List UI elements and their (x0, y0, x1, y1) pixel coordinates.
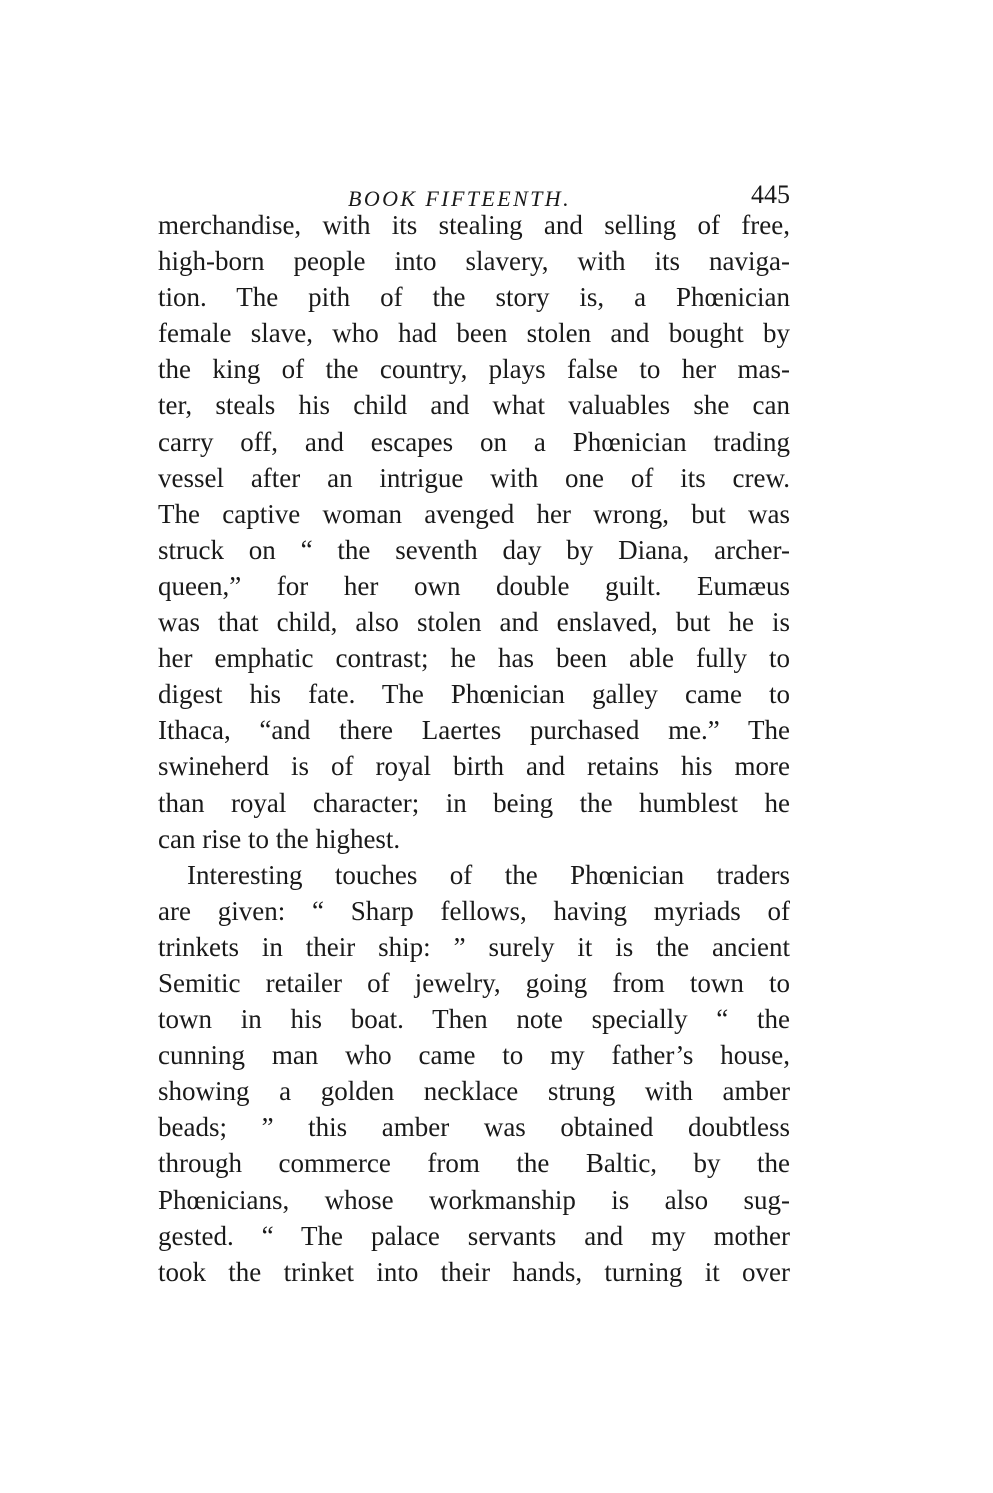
paragraph-end-line: can rise to the highest. (158, 823, 401, 854)
text-line: beads; ” this amber was obtained doubtless (158, 1112, 790, 1143)
text-line: ter, steals his child and what valuables she can (158, 390, 790, 421)
text-line: was that child, also stolen and enslaved, but he is (158, 607, 790, 638)
text-line: merchandise, with its stealing and selling of free, (158, 210, 790, 240)
text-line: than royal character; in being the humblest he (158, 787, 790, 818)
text-line: through commerce from the Baltic, by the (158, 1148, 790, 1179)
paragraph-start-line: Interesting touches of the Phœnician traders (187, 859, 790, 890)
running-title: BOOK FIFTEENTH. (348, 186, 571, 211)
text-line: swineherd is of royal birth and retains his more (158, 751, 790, 782)
text-line: The captive woman avenged her wrong, but was (158, 498, 790, 529)
body-text (158, 207, 790, 1290)
text-line: carry off, and escapes on a Phœnician trading (158, 426, 790, 457)
text-line: Phœnicians, whose workmanship is also sug- (158, 1184, 790, 1215)
text-line: Ithaca, “and there Laertes purchased me.” The (158, 715, 790, 746)
text-line: town in his boat. Then note specially “ the (158, 1004, 790, 1035)
text-line: tion. The pith of the story is, a Phœnician (158, 282, 790, 313)
text-line: vessel after an intrigue with one of its crew. (158, 462, 790, 493)
text-line: struck on “ the seventh day by Diana, archer- (158, 534, 790, 565)
text-line: digest his fate. The Phœnician galley came to (158, 679, 790, 710)
text-line: female slave, who had been stolen and bought by (158, 318, 790, 349)
text-line: the king of the country, plays false to her mas- (158, 354, 790, 385)
page-number: 445 (751, 180, 790, 209)
text-line: are given: “ Sharp fellows, having myriads of (158, 895, 790, 926)
text-line: high-born people into slavery, with its naviga- (158, 246, 790, 277)
text-line: took the trinket into their hands, turning it over (158, 1256, 790, 1287)
text-line: gested. “ The palace servants and my mother (158, 1220, 790, 1251)
text-line: queen,” for her own double guilt. Eumæus (158, 570, 790, 601)
text-line: her emphatic contrast; he has been able fully to (158, 643, 790, 674)
text-line: Semitic retailer of jewelry, going from town to (158, 967, 790, 998)
text-line: cunning man who came to my father’s house, (158, 1040, 790, 1071)
text-line: showing a golden necklace strung with amber (158, 1076, 790, 1107)
text-line: trinkets in their ship: ” surely it is the ancient (158, 931, 790, 962)
